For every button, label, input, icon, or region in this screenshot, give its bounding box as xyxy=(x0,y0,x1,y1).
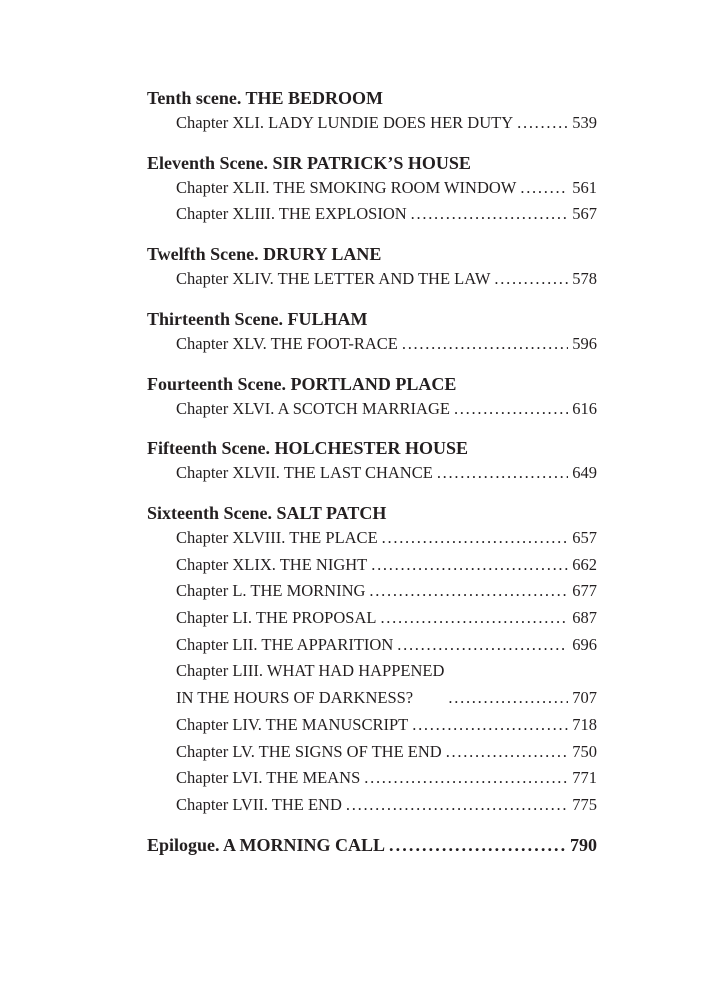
dot-leader xyxy=(494,266,568,293)
chapter-entry[interactable] xyxy=(176,110,597,137)
chapter-label: Chapter LIV. THE MANUSCRIPT xyxy=(176,714,409,734)
chapter-page-number: 561 xyxy=(572,177,597,197)
chapter-label: Chapter LI. THE PROPOSAL xyxy=(176,608,377,628)
chapter-label: Chapter XLV. THE FOOT-RACE xyxy=(176,333,398,353)
dot-leader xyxy=(364,765,568,792)
chapter-entry[interactable] xyxy=(176,331,597,358)
chapter-page-number: 649 xyxy=(572,463,597,483)
chapter-page-number: 596 xyxy=(572,333,597,353)
chapter-label-line: IN THE HOURS OF DARKNESS? xyxy=(176,688,414,708)
chapter-page-number: 687 xyxy=(572,608,597,628)
dot-leader xyxy=(520,175,568,202)
chapter-entry[interactable] xyxy=(176,266,597,293)
chapter-label: Chapter XLIII. THE EXPLOSION xyxy=(176,204,407,224)
chapter-page-number: 677 xyxy=(572,581,597,601)
chapter-label: Chapter XLIV. THE LETTER AND THE LAW xyxy=(176,269,491,289)
scene-section xyxy=(147,307,597,358)
chapter-entry[interactable] xyxy=(176,460,597,487)
chapter-page-number: 750 xyxy=(572,741,597,761)
chapter-page-number: 775 xyxy=(572,794,597,814)
scene-section xyxy=(147,372,597,423)
dot-leader xyxy=(412,712,568,739)
epilogue-label: Epilogue. A MORNING CALL xyxy=(147,834,386,855)
scene-title: Fourteenth Scene. PORTLAND PLACE xyxy=(147,373,457,394)
chapter-entry[interactable] xyxy=(176,792,597,819)
chapter-label-line: Chapter LIII. WHAT HAD HAPPENED xyxy=(176,661,445,681)
dot-leader xyxy=(346,792,568,819)
dot-leader xyxy=(448,685,568,712)
chapter-page-number: 662 xyxy=(572,554,597,574)
chapter-page-number: 567 xyxy=(572,204,597,224)
chapter-entry[interactable] xyxy=(176,552,597,579)
dot-leader xyxy=(389,833,566,857)
chapter-entry[interactable] xyxy=(176,175,597,202)
scene-list xyxy=(147,86,597,819)
chapter-label xyxy=(176,658,444,711)
chapter-entry[interactable] xyxy=(176,658,597,711)
chapter-label: Chapter XLVIII. THE PLACE xyxy=(176,527,378,547)
epilogue-entry[interactable] xyxy=(147,833,597,857)
scene-title: Sixteenth Scene. SALT PATCH xyxy=(147,502,387,523)
table-of-contents xyxy=(147,86,597,857)
chapter-entry[interactable] xyxy=(176,578,597,605)
dot-leader xyxy=(446,739,569,766)
chapter-entry[interactable] xyxy=(176,632,597,659)
dot-leader xyxy=(382,525,569,552)
chapter-entry[interactable] xyxy=(176,525,597,552)
chapter-label: Chapter LVII. THE END xyxy=(176,794,342,814)
chapter-label: Chapter XLII. THE SMOKING ROOM WINDOW xyxy=(176,177,517,197)
dot-leader xyxy=(369,578,568,605)
chapter-entry[interactable] xyxy=(176,739,597,766)
chapter-page-number: 771 xyxy=(572,768,597,788)
dot-leader xyxy=(380,605,568,632)
scene-section xyxy=(147,242,597,293)
dot-leader xyxy=(397,632,568,659)
chapter-page-number: 539 xyxy=(572,113,597,132)
scene-title: Eleventh Scene. SIR PATRICK’S HOUSE xyxy=(147,152,471,173)
dot-leader xyxy=(402,331,568,358)
dot-leader xyxy=(437,460,568,487)
dot-leader xyxy=(411,201,569,228)
scene-title: Tenth scene. THE BEDROOM xyxy=(147,88,384,108)
epilogue-page-number: 790 xyxy=(570,834,597,855)
chapter-page-number: 657 xyxy=(572,527,597,547)
chapter-entry[interactable] xyxy=(176,605,597,632)
chapter-entry[interactable] xyxy=(176,396,597,423)
scene-section xyxy=(147,501,597,819)
chapter-page-number: 696 xyxy=(572,634,597,654)
dot-leader xyxy=(517,110,568,137)
chapter-label: Chapter L. THE MORNING xyxy=(176,581,366,601)
chapter-label: Chapter LII. THE APPARITION xyxy=(176,634,394,654)
chapter-page-number: 707 xyxy=(572,688,597,708)
chapter-page-number: 616 xyxy=(572,398,597,418)
chapter-page-number: 718 xyxy=(572,714,597,734)
dot-leader xyxy=(454,396,568,423)
chapter-entry[interactable] xyxy=(176,201,597,228)
chapter-label: Chapter XLIX. THE NIGHT xyxy=(176,554,368,574)
scene-section xyxy=(147,151,597,228)
chapter-entry[interactable] xyxy=(176,712,597,739)
chapter-page-number: 578 xyxy=(572,269,597,289)
scene-title: Thirteenth Scene. FULHAM xyxy=(147,308,368,329)
scene-section xyxy=(147,436,597,487)
dot-leader xyxy=(371,552,568,579)
chapter-label: Chapter XLVII. THE LAST CHANCE xyxy=(176,463,433,483)
chapter-label: Chapter XLI. LADY LUNDIE DOES HER DUTY xyxy=(176,113,514,132)
chapter-label: Chapter XLVI. A SCOTCH MARRIAGE xyxy=(176,398,450,418)
chapter-entry[interactable] xyxy=(176,765,597,792)
scene-title: Fifteenth Scene. HOLCHESTER HOUSE xyxy=(147,438,469,459)
chapter-label: Chapter LVI. THE MEANS xyxy=(176,768,361,788)
chapter-label: Chapter LV. THE SIGNS OF THE END xyxy=(176,741,442,761)
scene-section xyxy=(147,86,597,137)
scene-title: Twelfth Scene. DRURY LANE xyxy=(147,244,382,265)
